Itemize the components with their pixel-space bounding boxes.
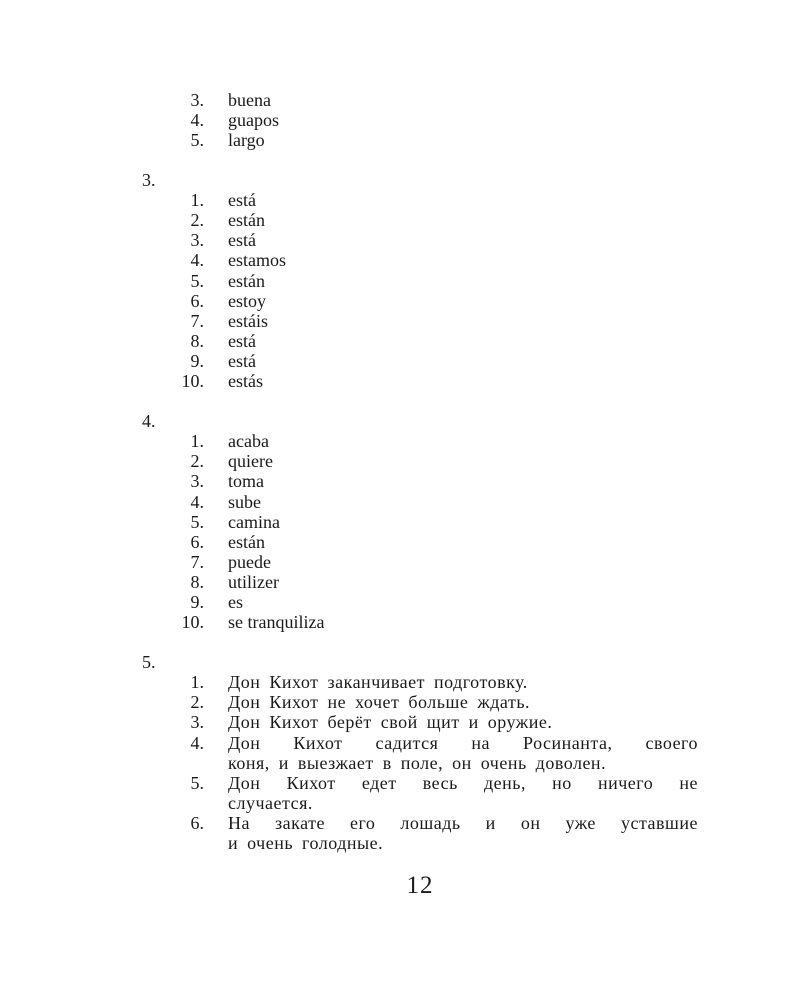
- item-text: están: [228, 210, 265, 231]
- item-text: sube: [228, 491, 261, 512]
- item-text: largo: [228, 130, 265, 151]
- item-number: 2.: [190, 210, 204, 231]
- section-number: 5.: [142, 652, 156, 673]
- item-line: [142, 712, 702, 732]
- item-number: 5.: [190, 511, 204, 532]
- page-number: 12: [406, 872, 434, 899]
- item-text: camina: [228, 511, 280, 532]
- item-line: [142, 210, 702, 230]
- exercise-section: [142, 652, 702, 853]
- item-text: puede: [228, 551, 271, 572]
- item-line: [142, 130, 702, 150]
- item-line: [142, 793, 702, 813]
- item-text: случается.: [228, 793, 313, 813]
- item-number: 7.: [190, 551, 204, 572]
- item-number: 1.: [190, 190, 204, 211]
- item-line: [142, 471, 702, 491]
- list-item: [142, 90, 702, 110]
- item-number: 7.: [190, 310, 204, 331]
- item-number: 3.: [190, 471, 204, 492]
- item-line: [142, 512, 702, 532]
- list-item: [142, 250, 702, 270]
- list-item: [142, 612, 702, 632]
- item-line: [142, 190, 702, 210]
- list-item: [142, 130, 702, 150]
- item-line: [142, 250, 702, 270]
- item-text: está: [228, 331, 256, 352]
- item-line: [142, 672, 702, 692]
- list-item: [142, 733, 702, 773]
- section-number: 4.: [142, 410, 156, 431]
- item-number: 3.: [190, 90, 204, 110]
- item-line: [142, 351, 702, 371]
- item-text: están: [228, 270, 265, 291]
- list-item: [142, 572, 702, 592]
- answer-key-page: [142, 90, 702, 853]
- list-item: [142, 692, 702, 712]
- item-number: 4.: [190, 110, 204, 131]
- item-line: [142, 592, 702, 612]
- list-item: [142, 492, 702, 512]
- item-number: 5.: [190, 270, 204, 291]
- list-item: [142, 230, 702, 250]
- item-text: Дон Кихот не хочет больше ждать.: [228, 692, 531, 713]
- item-text: está: [228, 190, 256, 211]
- list-item: [142, 331, 702, 351]
- item-text: acaba: [228, 431, 269, 452]
- item-number: 10.: [181, 612, 204, 633]
- item-text: están: [228, 531, 265, 552]
- item-text: Дон Кихот садится на Росинанта, своего: [228, 732, 698, 753]
- item-text: se tranquiliza: [228, 612, 325, 633]
- list-item: [142, 552, 702, 572]
- item-line: [142, 753, 702, 773]
- item-line: [142, 532, 702, 552]
- item-number: 9.: [190, 351, 204, 372]
- list-item: [142, 813, 702, 853]
- item-line: [142, 773, 702, 793]
- item-text: guapos: [228, 110, 279, 131]
- list-item: [142, 210, 702, 230]
- item-text: и очень голодные.: [228, 833, 384, 854]
- item-number: 4.: [190, 732, 204, 753]
- item-line: [142, 311, 702, 331]
- item-number: 6.: [190, 531, 204, 552]
- item-line: [142, 492, 702, 512]
- list-item: [142, 512, 702, 532]
- item-text: toma: [228, 471, 264, 492]
- item-line: [142, 612, 702, 632]
- item-number: 4.: [190, 250, 204, 271]
- item-line: [142, 371, 702, 391]
- list-item: [142, 773, 702, 813]
- item-text: Дон Кихот едет весь день, но ничего не: [228, 772, 698, 793]
- item-number: 3.: [190, 712, 204, 733]
- list-item: [142, 190, 702, 210]
- section-number: 3.: [142, 169, 156, 190]
- item-number: 4.: [190, 491, 204, 512]
- item-line: [142, 813, 702, 833]
- item-line: [142, 291, 702, 311]
- item-number: 10.: [181, 371, 204, 392]
- list-item: [142, 431, 702, 451]
- item-text: es: [228, 592, 243, 613]
- item-line: [142, 733, 702, 753]
- item-number: 3.: [190, 230, 204, 251]
- item-number: 5.: [190, 772, 204, 793]
- list-item: [142, 712, 702, 732]
- item-number: 2.: [190, 692, 204, 713]
- item-text: estás: [228, 371, 263, 392]
- item-number: 1.: [190, 431, 204, 452]
- item-number: 8.: [190, 572, 204, 593]
- item-line: [142, 692, 702, 712]
- item-line: [142, 110, 702, 130]
- item-text: Дон Кихот берёт свой щит и оружие.: [228, 712, 553, 733]
- item-text: estamos: [228, 250, 286, 271]
- item-number: 8.: [190, 331, 204, 352]
- item-text: quiere: [228, 451, 273, 472]
- exercise-section: [142, 411, 702, 633]
- item-line: [142, 572, 702, 592]
- list-item: [142, 311, 702, 331]
- item-line: [142, 271, 702, 291]
- list-item: [142, 291, 702, 311]
- list-item: [142, 351, 702, 371]
- list-item: [142, 672, 702, 692]
- list-item: [142, 451, 702, 471]
- list-item: [142, 271, 702, 291]
- item-line: [142, 230, 702, 250]
- item-text: коня, и выезжает в поле, он очень доволен.: [228, 752, 607, 773]
- item-number: 2.: [190, 451, 204, 472]
- item-line: [142, 552, 702, 572]
- item-line: [142, 451, 702, 471]
- item-text: está: [228, 230, 256, 251]
- list-item: [142, 371, 702, 391]
- item-number: 9.: [190, 592, 204, 613]
- item-number: 1.: [190, 672, 204, 693]
- list-item: [142, 110, 702, 130]
- item-text: está: [228, 351, 256, 372]
- item-line: [142, 331, 702, 351]
- exercise-section: [142, 170, 702, 392]
- item-number: 6.: [190, 290, 204, 311]
- item-text: utilizer: [228, 572, 279, 593]
- item-number: 5.: [190, 130, 204, 151]
- item-text: Дон Кихот заканчивает подготовку.: [228, 672, 528, 693]
- item-text: estoy: [228, 290, 266, 311]
- item-text: На закате его лошадь и он уже уставшие: [228, 813, 698, 834]
- list-item: [142, 592, 702, 612]
- item-line: [142, 431, 702, 451]
- item-text: buena: [228, 90, 271, 110]
- item-number: 6.: [190, 813, 204, 834]
- item-text: estáis: [228, 310, 268, 331]
- list-item: [142, 532, 702, 552]
- item-line: [142, 90, 702, 110]
- item-line: [142, 833, 702, 853]
- list-item: [142, 471, 702, 491]
